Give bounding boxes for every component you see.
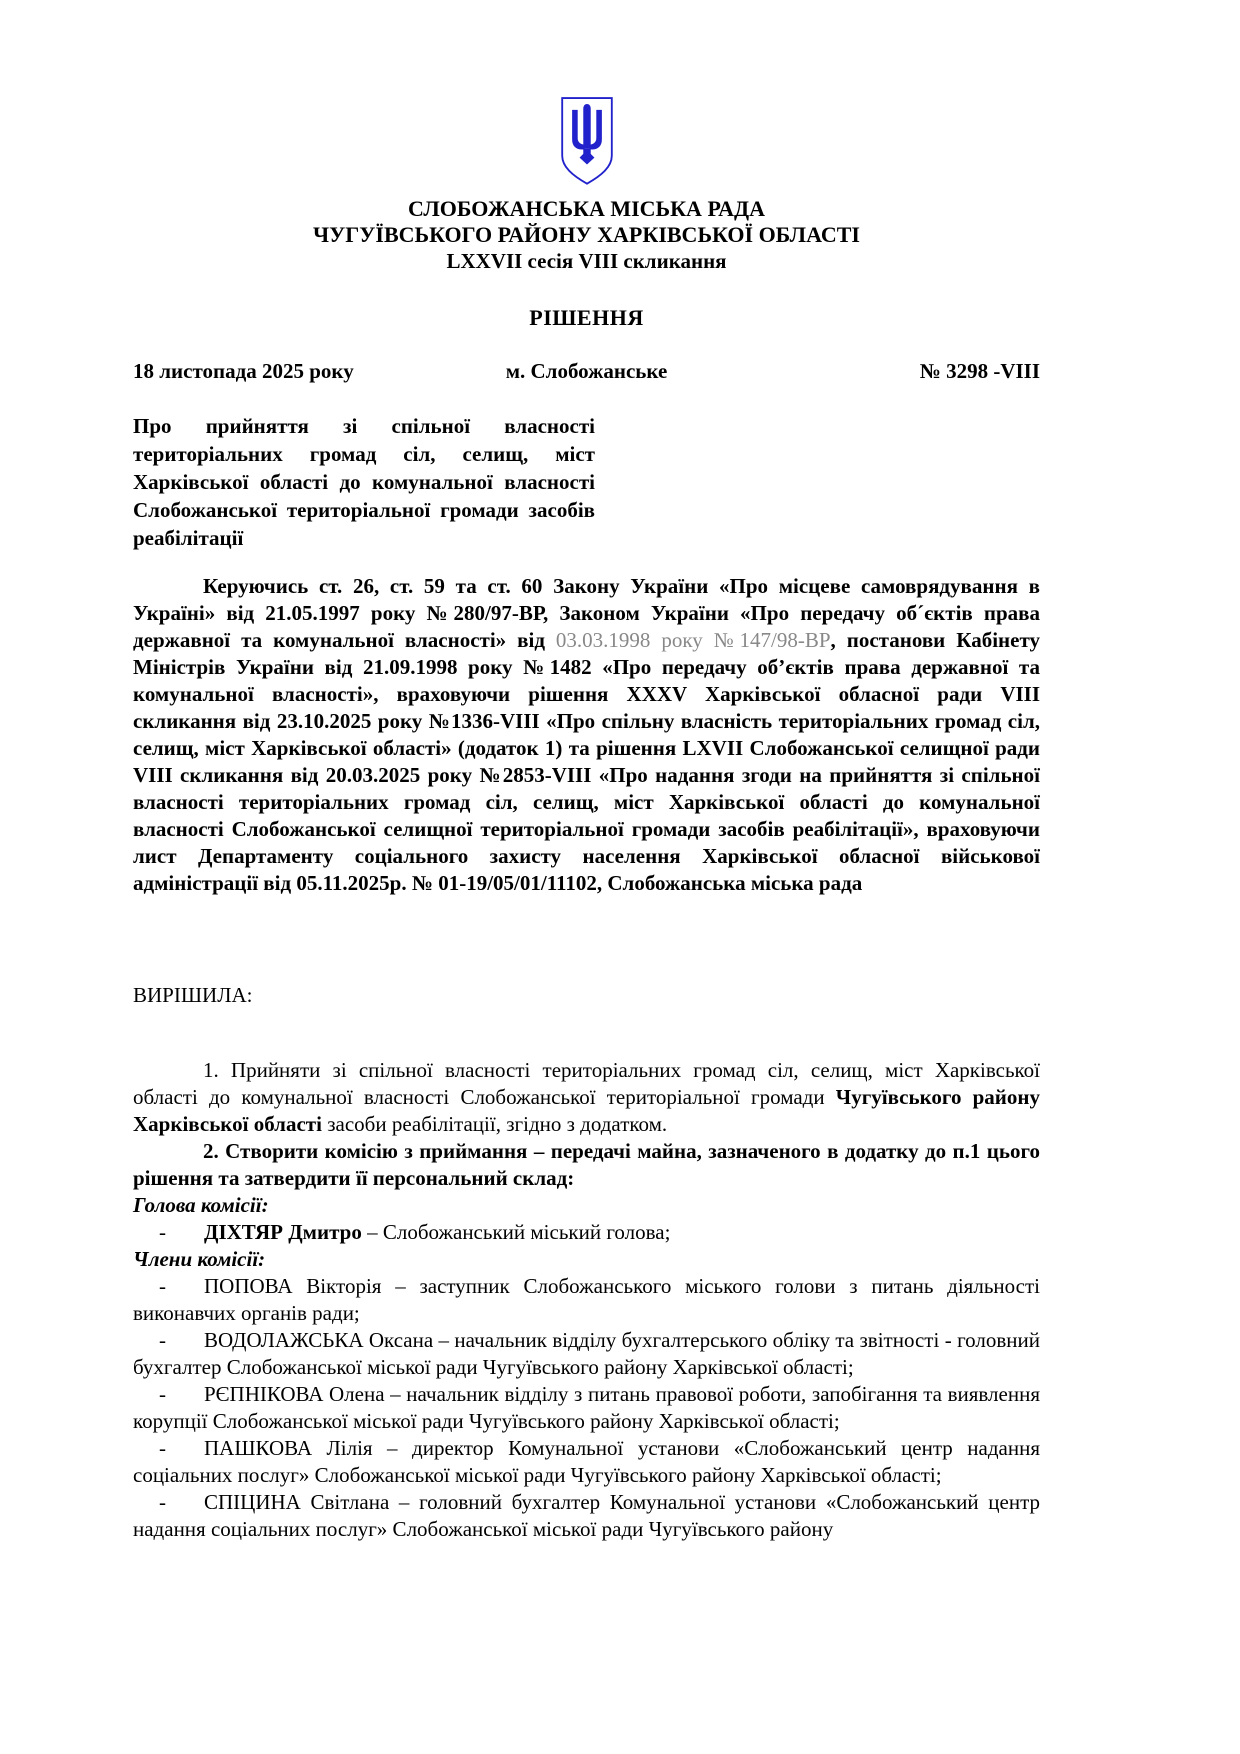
commission-head-title: – Слобожанський міський голова;	[361, 1220, 671, 1244]
commission-member-text: СПІЦИНА Світлана – головний бухгалтер Комунальної установи «Слобожанський центр надання соціальних послуг» Слобожанської міської ради Чугуївського району	[133, 1490, 1040, 1541]
item-1-text-1: 1. Прийняти зі спільної власності територіальних громад сіл, селищ, міст Харківської області до комунальної власності Слобожанської територіальної громади	[133, 1058, 1040, 1109]
list-dash: -	[159, 1220, 166, 1244]
commission-member-row	[133, 1381, 1040, 1435]
session-line: LXXVII сесія VIII скликання	[446, 249, 727, 273]
commission-member-row	[133, 1435, 1040, 1489]
list-dash: -	[159, 1490, 166, 1514]
doc-type-title: РІШЕННЯ	[529, 305, 644, 330]
commission-member-row	[133, 1489, 1040, 1543]
commission-member-row	[133, 1273, 1040, 1327]
council-name: СЛОБОЖАНСЬКА МІСЬКА РАДА	[408, 196, 765, 221]
doc-number: № 3298 -VIII	[919, 359, 1040, 383]
commission-member-text: РЄПНІКОВА Олена – начальник відділу з питань правової роботи, запобігання та виявлення корупції Слобожанської міської ради Чугуївського району Харківської області;	[133, 1382, 1040, 1433]
resolved-heading: ВИРІШИЛА:	[133, 983, 253, 1007]
commission-member-text: ПОПОВА Вікторія – заступник Слобожанського міського голови з питань діяльності виконавчих органів ради;	[133, 1274, 1040, 1325]
item-1	[133, 1057, 1040, 1138]
commission-member-text: ПАШКОВА Лілія – директор Комунальної установи «Слобожанський центр надання соціальних послуг» Слобожанської міської ради Чугуївського району Харківської області;	[133, 1436, 1040, 1487]
preamble-text-2: , постанови Кабінету Міністрів України від 21.09.1998 року №1482 «Про передачу об’єктів права державної та комунальної власності», враховуючи рішення XXXV Харківської обласної ради VIII скликання від 23.10.2025 року №1336-VIII «Про спільну власність територіальних громад сіл, селищ, міст Харківської області» (додаток 1) та рішення LXVII Слобожанської селищної ради VIII скликання від 20.03.2025 року №2853-VIII «Про надання згоди на прийняття зі спільної власності територіальних громад сіл, селищ, міст Харківської області до комунальної власності Слобожанської селищної територіальної громади засобів реабілітації», враховуючи лист Департаменту соціального захисту населення Харківської обласної військової адміністрації від 05.11.2025р. № 01-19/05/01/11102, Слобожанська міська рада	[133, 628, 1040, 895]
commission-head-label: Голова комісії:	[133, 1193, 269, 1217]
list-dash: -	[159, 1274, 166, 1298]
preamble-paragraph	[133, 573, 1040, 897]
commission-head-name: ДІХТЯР Дмитро	[204, 1220, 362, 1244]
list-dash: -	[159, 1382, 166, 1406]
item-1-text-2: засоби реабілітації, згідно з додатком.	[321, 1112, 668, 1136]
trident-coat-of-arms-icon	[556, 95, 618, 188]
item-2: 2. Створити комісію з приймання – передачі майна, зазначеного в додатку до п.1 цього рішення та затвердити її персональний склад:	[133, 1139, 1040, 1190]
preamble-text-1: Керуючись ст. 26, ст. 59 та ст. 60 Закону України «Про місцеве самоврядування в Україні» від 21.05.1997 року №280/97-ВР, Законом України «Про передачу об´єктів права державної та комунальної власності» від	[133, 574, 1040, 652]
commission-member-row	[133, 1327, 1040, 1381]
commission-head-row	[133, 1219, 1040, 1246]
doc-place: м. Слобожанське	[505, 359, 668, 383]
commission-members-label: Члени комісії:	[133, 1247, 266, 1271]
item-1-bold: Чугуївського району Харківської області	[133, 1085, 1040, 1136]
list-dash: -	[159, 1436, 166, 1460]
meta-row	[133, 358, 1040, 385]
gray-citation: 03.03.1998 року №147/98-ВР	[555, 628, 831, 652]
subject-paragraph: Про прийняття зі спільної власності територіальних громад сіл, селищ, міст Харківської області до комунальної власності Слобожанської територіальної громади засобів реабілітації	[133, 414, 595, 550]
commission-member-text: ВОДОЛАЖСЬКА Оксана – начальник відділу бухгалтерського обліку та звітності - головний бухгалтер Слобожанської міської ради Чугуївського району Харківської області;	[133, 1328, 1040, 1379]
list-dash: -	[159, 1328, 166, 1352]
council-district: ЧУГУЇВСЬКОГО РАЙОНУ ХАРКІВСЬКОЇ ОБЛАСТІ	[312, 222, 860, 247]
doc-date: 18 листопада 2025 року	[133, 359, 354, 383]
